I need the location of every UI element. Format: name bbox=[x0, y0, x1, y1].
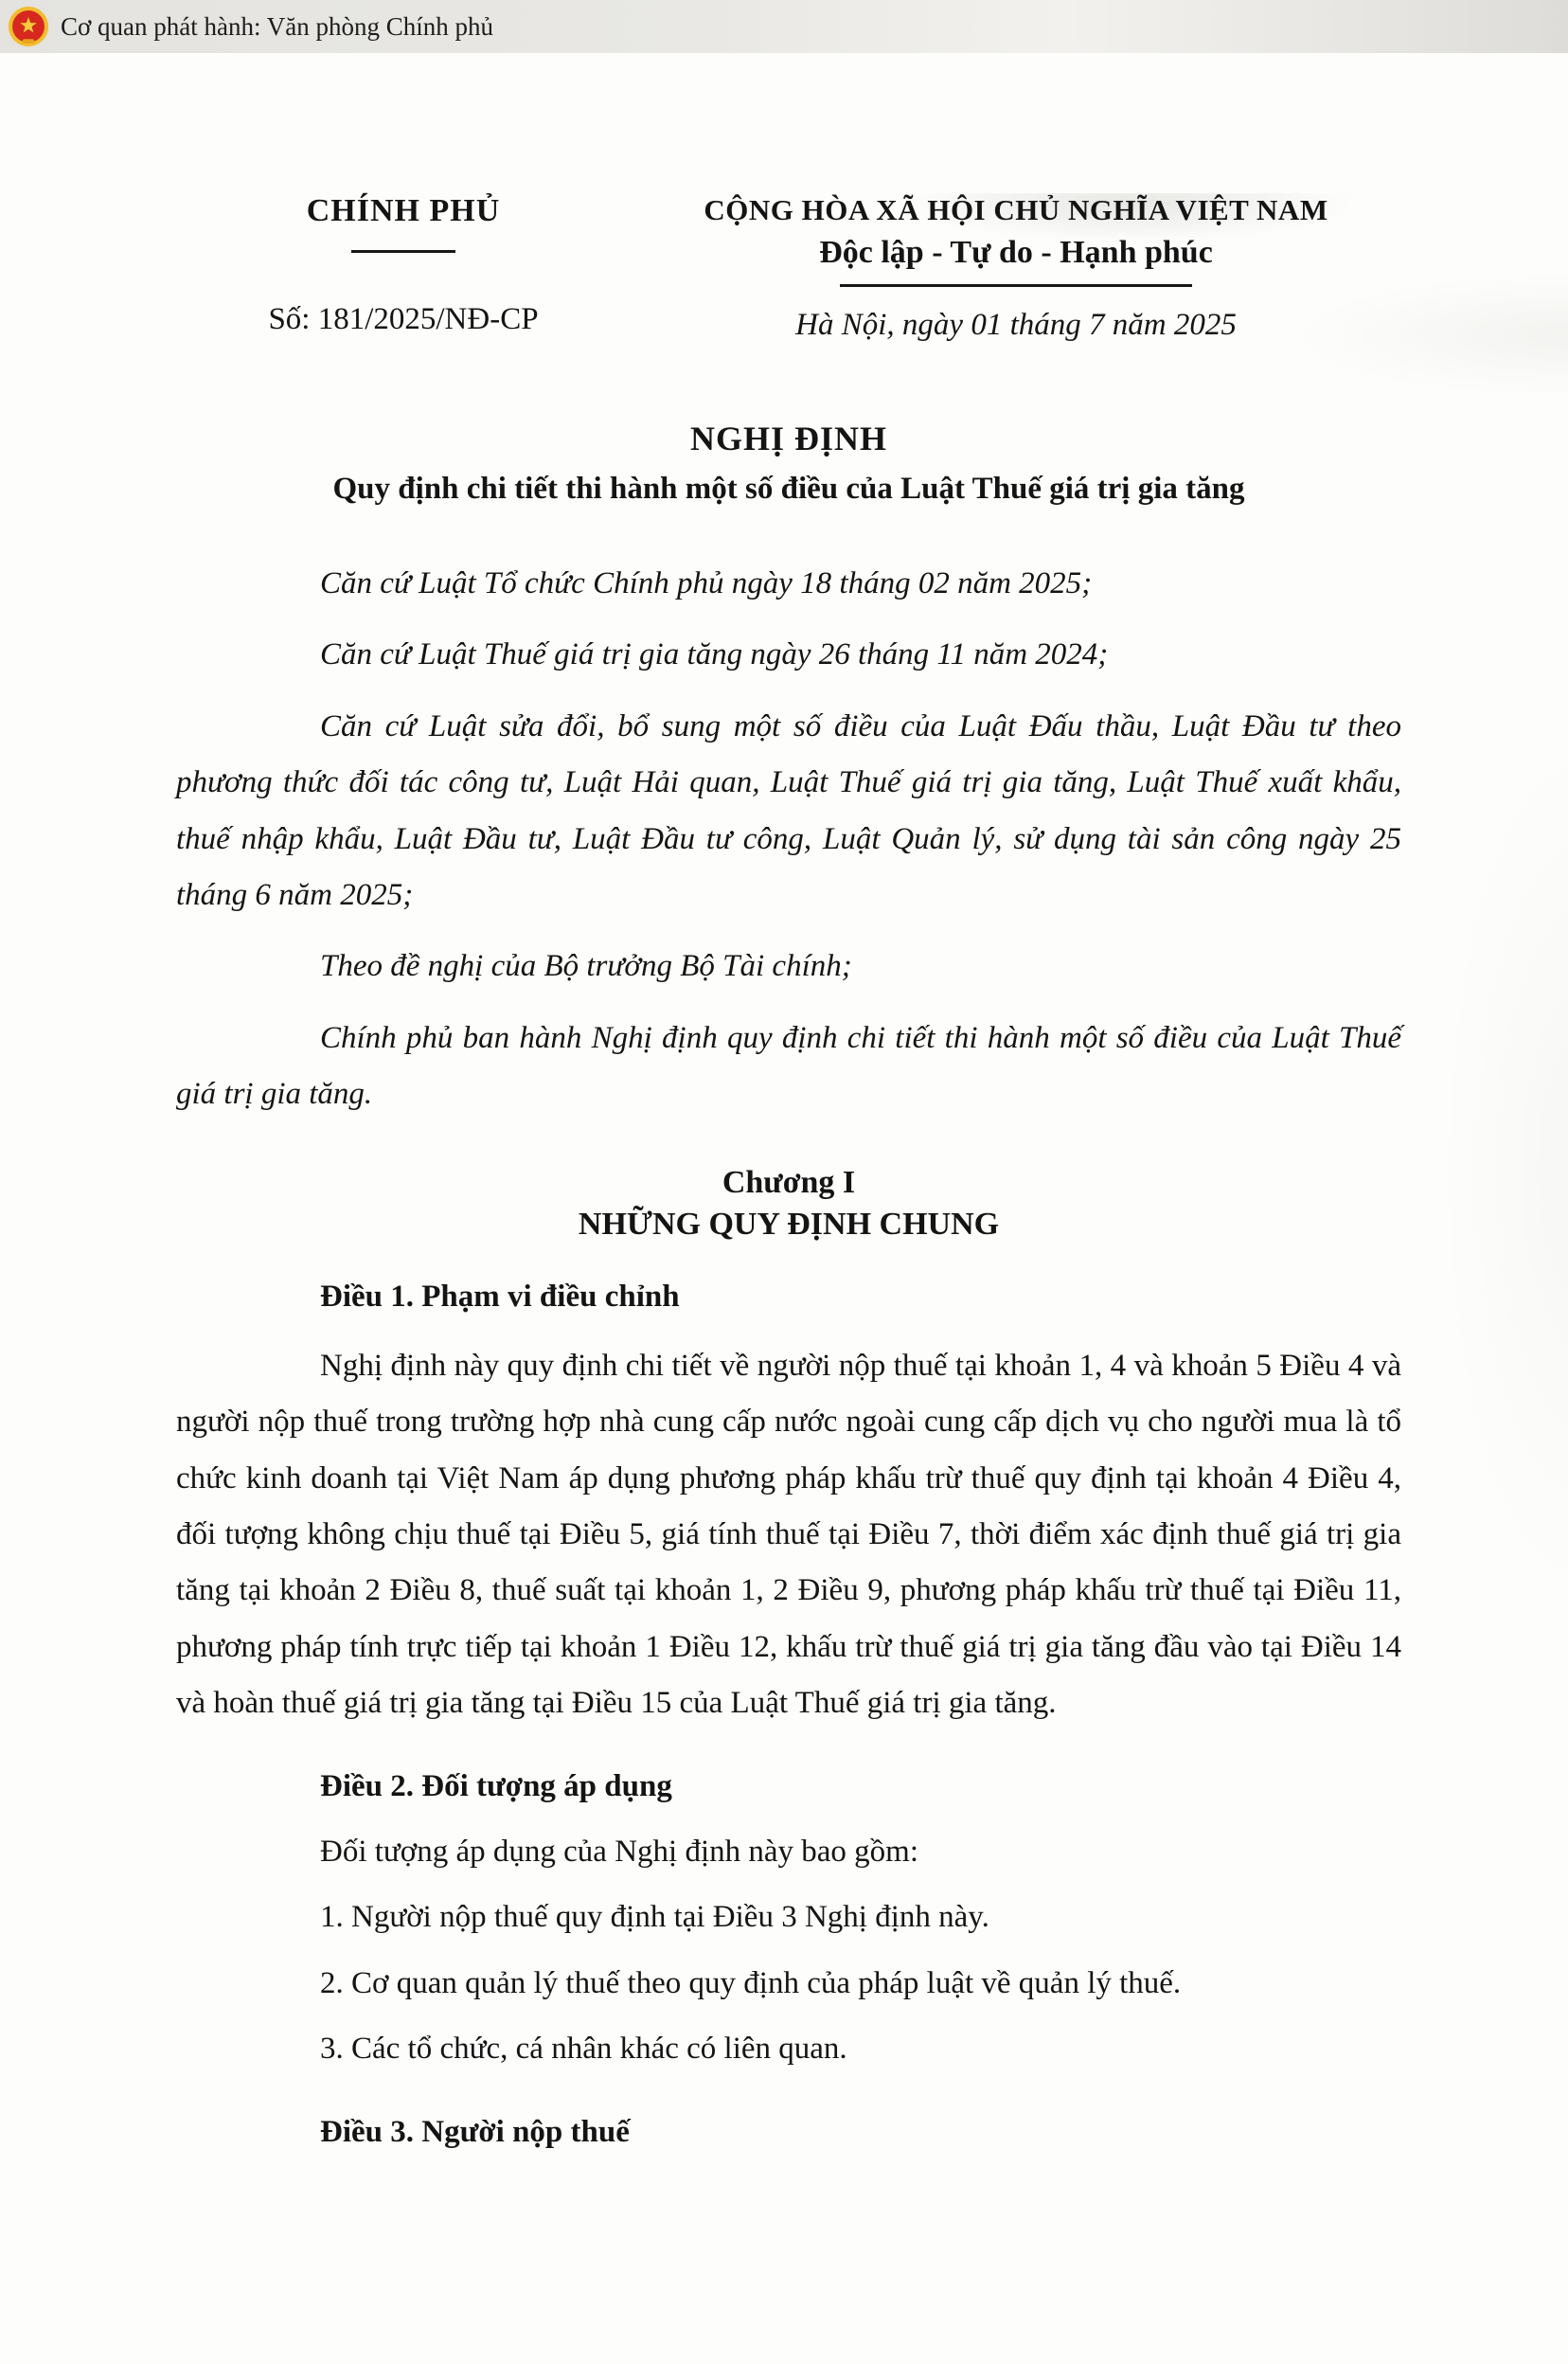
article-list-item: 3. Các tổ chức, cá nhân khác có liên quan. bbox=[320, 2032, 847, 2067]
chapter-heading bbox=[176, 1165, 1401, 1243]
article-paragraph: Nghị định này quy định chi tiết về người nộp thuế tại khoản 1, 4 và khoản 5 Điều 4 và người nộp thuế trong trường hợp nhà cung cấp nước ngoài cung cấp dịch vụ cho người mua là tổ chức kinh doanh tại Việt Nam áp dụng phương pháp khấu trừ thuế quy định tại khoản 4 Điều 4, đối tượng không chịu thuế tại Điều 5, giá tính thuế tại Điều 7, thời điểm xác định thuế giá trị gia tăng tại khoản 2 Điều 8, thuế suất tại khoản 1, 2 Điều 9, phương pháp khấu trừ thuế tại Điều 11, phương pháp tính trực tiếp tại khoản 1 Điều 12, khấu trừ thuế giá trị gia tăng đầu vào tại Điều 14 và hoàn thuế giá trị gia tăng tại Điều 15 của Luật Thuế giá trị gia tăng. bbox=[176, 1348, 1401, 1721]
preamble-paragraph: Căn cứ Luật sửa đổi, bổ sung một số điều của Luật Đấu thầu, Luật Đầu tư theo phương thức đối tác công tư, Luật Hải quan, Luật Thuế giá trị gia tăng, Luật Thuế xuất khẩu, thuế nhập khẩu, Luật Đầu tư, Luật Đầu tư công, Luật Quản lý, sử dụng tài sản công ngày 25 tháng 6 năm 2025; bbox=[176, 708, 1401, 912]
article-3 bbox=[176, 2104, 1401, 2160]
article-heading: Điều 3. Người nộp thuế bbox=[320, 2114, 630, 2149]
publisher-label: Cơ quan phát hành: Văn phòng Chính phủ bbox=[61, 11, 493, 41]
article-body bbox=[176, 1338, 1401, 1732]
article-list-item: 1. Người nộp thuế quy định tại Điều 3 Nghị định này. bbox=[320, 1900, 989, 1935]
document-page bbox=[0, 193, 1568, 2364]
vietnam-emblem-icon bbox=[8, 6, 49, 47]
letterhead bbox=[176, 193, 1401, 343]
article-list-item: 2. Cơ quan quản lý thuế theo quy định của pháp luật về quản lý thuế. bbox=[320, 1965, 1182, 2000]
article-1 bbox=[176, 1269, 1401, 1732]
document-title-block bbox=[176, 419, 1401, 507]
preamble-paragraph: Chính phủ ban hành Nghị định quy định chi tiết thi hành một số điều của Luật Thuế giá trị gia tăng. bbox=[176, 1020, 1401, 1112]
motto-underline-rule bbox=[840, 284, 1192, 287]
article-heading: Điều 1. Phạm vi điều chỉnh bbox=[320, 1279, 680, 1314]
preamble-paragraph: Theo đề nghị của Bộ trưởng Bộ Tài chính; bbox=[320, 949, 852, 984]
document-number: Số: 181/2025/NĐ-CP bbox=[268, 302, 539, 336]
national-motto-line2: Độc lập - Tự do - Hạnh phúc bbox=[819, 235, 1213, 270]
article-heading: Điều 2. Đối tượng áp dụng bbox=[320, 1768, 672, 1803]
article-paragraph: Đối tượng áp dụng của Nghị định này bao gồm: bbox=[320, 1835, 918, 1870]
chapter-name: NHỮNG QUY ĐỊNH CHUNG bbox=[578, 1206, 1000, 1242]
preamble bbox=[176, 556, 1401, 1123]
letterhead-left bbox=[176, 193, 631, 343]
preamble-paragraph: Căn cứ Luật Thuế giá trị gia tăng ngày 26 tháng 11 năm 2024; bbox=[320, 637, 1109, 672]
document-subject: Quy định chi tiết thi hành một số điều của Luật Thuế giá trị gia tăng bbox=[332, 472, 1245, 506]
org-underline-rule bbox=[351, 250, 455, 253]
article-body bbox=[176, 1824, 1401, 2078]
issuing-org: CHÍNH PHỦ bbox=[306, 193, 501, 228]
article-2 bbox=[176, 1759, 1401, 2078]
place-date-line: Hà Nội, ngày 01 tháng 7 năm 2025 bbox=[795, 308, 1237, 342]
publisher-bar bbox=[0, 0, 1568, 53]
document-type: NGHỊ ĐỊNH bbox=[689, 420, 888, 457]
national-motto-line1: CỘNG HÒA XÃ HỘI CHỦ NGHĨA VIỆT NAM bbox=[704, 193, 1328, 226]
chapter-number: Chương I bbox=[722, 1164, 856, 1200]
preamble-paragraph: Căn cứ Luật Tổ chức Chính phủ ngày 18 tháng 02 năm 2025; bbox=[320, 566, 1093, 600]
letterhead-right bbox=[631, 193, 1401, 343]
